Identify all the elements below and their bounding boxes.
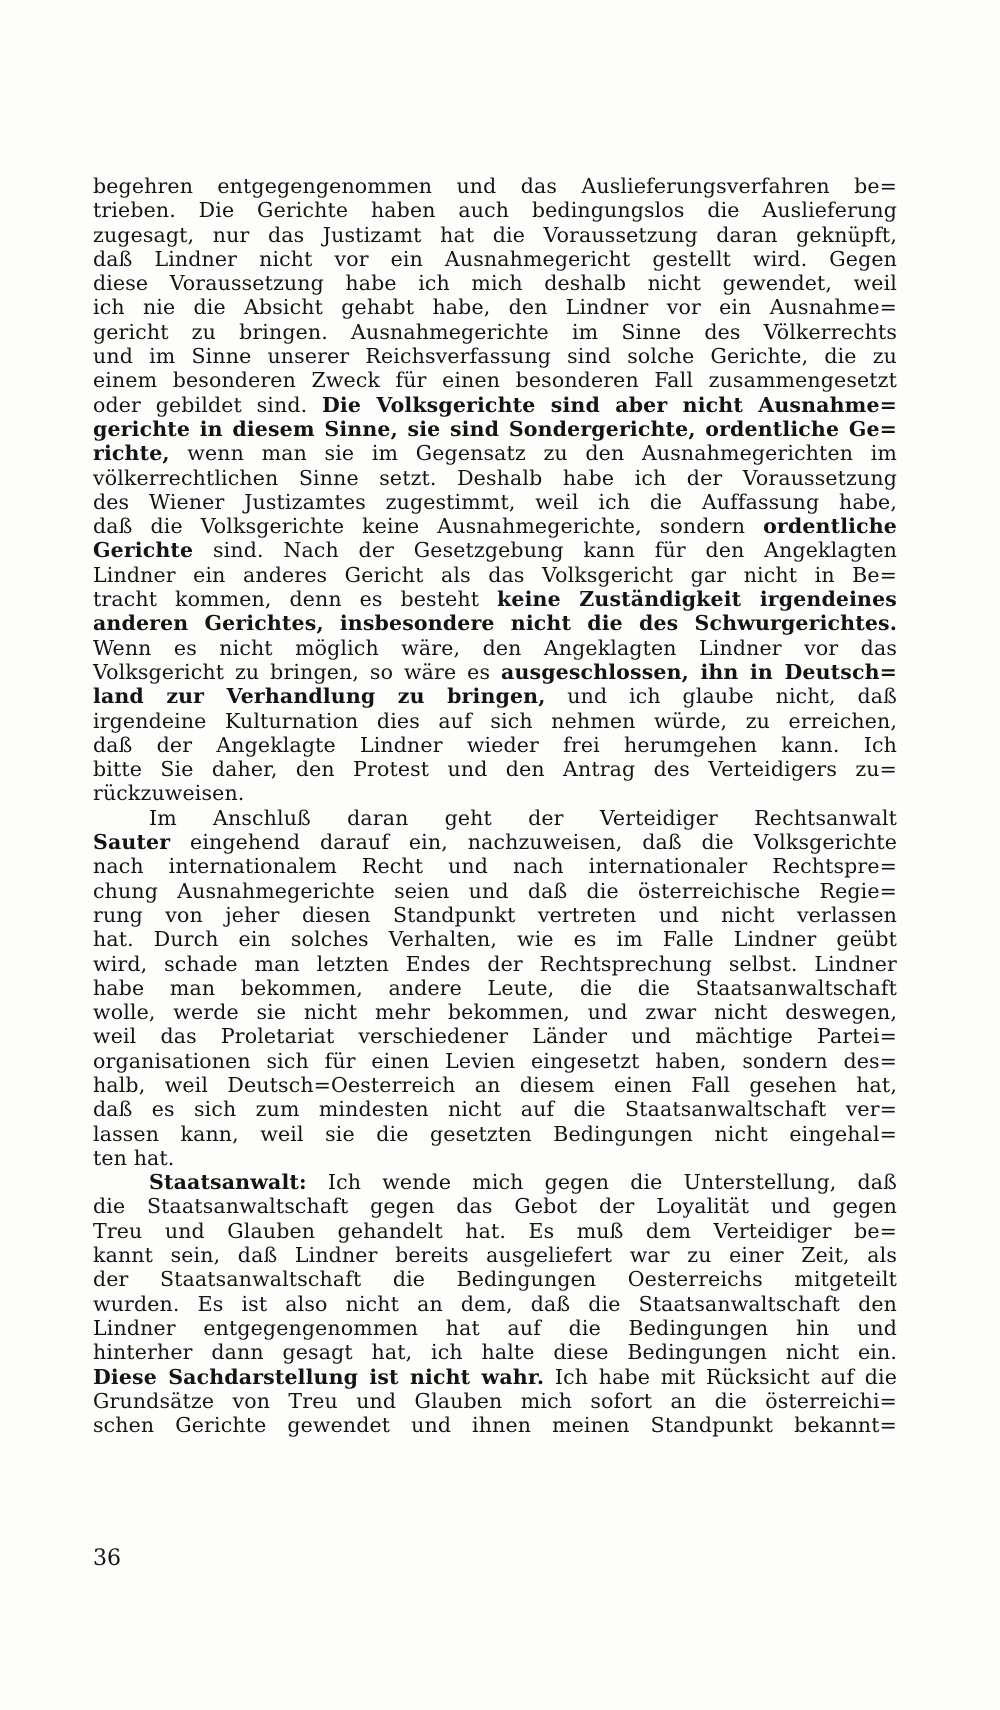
text-run: chung Ausnahmegerichte seien und daß die österreichische Regie= (93, 878, 897, 903)
text-line (93, 879, 897, 903)
text-run: halb, weil Deutsch=Oesterreich an diesem einen Fall gesehen hat, (93, 1072, 897, 1097)
text-run: Volksgericht zu bringen, so wäre es (93, 659, 502, 684)
text-line (93, 1073, 897, 1097)
text-line (93, 538, 897, 562)
text-run: oder gebildet sind. (93, 392, 322, 417)
text-run: völkerrechtlichen Sinne setzt. Deshalb habe ich der Voraussetzung (93, 465, 897, 490)
text-line (93, 1316, 897, 1340)
text-line (93, 1122, 897, 1146)
text-line (93, 1292, 897, 1316)
text-line (93, 636, 897, 660)
text-line (93, 1413, 897, 1437)
text-run: sind. Nach der Gesetzgebung kann für den Angeklagten (193, 538, 897, 563)
text-line (93, 563, 897, 587)
text-run: Lindner ein anderes Gericht als das Volksgericht gar nicht in Be= (93, 562, 897, 587)
text-line (93, 393, 897, 417)
text-run: lassen kann, weil sie die gesetzten Bedingungen nicht eingehal= (93, 1121, 897, 1146)
text-line (93, 903, 897, 927)
text-line (93, 271, 897, 295)
text-run: daß die Volksgerichte keine Ausnahmegerichte, sondern (93, 514, 764, 539)
bold-text-run: Diese Sachdarstellung ist nicht wahr. (93, 1364, 545, 1389)
text-run: wolle, werde sie nicht mehr bekommen, und zwar nicht deswegen, (93, 1000, 897, 1025)
text-run: Ich habe mit Rücksicht auf die (544, 1364, 897, 1389)
text-line (93, 1049, 897, 1073)
text-run: Grundsätze von Treu und Glauben mich sofort an die österreichi= (93, 1388, 897, 1413)
page-body-text (93, 174, 897, 1437)
text-run: Im Anschluß daran geht der Verteidiger Rechtsanwalt (149, 805, 897, 830)
text-line (93, 781, 897, 805)
text-line (93, 441, 897, 465)
text-run: wird, schade man letzten Endes der Rechtsprechung selbst. Lindner (93, 951, 897, 976)
bold-text-run: land zur Verhandlung zu bringen, (93, 684, 546, 709)
text-run: habe man bekommen, andere Leute, die die Staatsanwaltschaft (93, 975, 897, 1000)
page-number: 36 (93, 1546, 121, 1571)
bold-text-run: Gerichte (93, 538, 194, 563)
text-line (93, 1097, 897, 1121)
text-line (93, 709, 897, 733)
text-run: schen Gerichte gewendet und ihnen meinen Standpunkt bekannt= (93, 1413, 897, 1438)
text-run: begehren entgegengenommen und das Auslieferungsverfahren be= (93, 174, 897, 198)
text-run: Wenn es nicht möglich wäre, den Angeklagten Lindner vor das (93, 635, 897, 660)
bold-text-run: gerichte in diesem Sinne, sie sind Sondergerichte, ordentliche Ge= (93, 416, 897, 441)
text-run: die Staatsanwaltschaft gegen das Gebot der Loyalität und gegen (93, 1194, 897, 1219)
text-run: trieben. Die Gerichte haben auch bedingungslos die Auslieferung (93, 198, 897, 223)
bold-text-run: Die Volksgerichte sind aber nicht Ausnahme= (322, 392, 897, 417)
text-run: und ich glaube nicht, daß (545, 684, 897, 709)
text-run: daß Lindner nicht vor ein Ausnahmegericht gestellt wird. Gegen (93, 246, 897, 271)
text-line (93, 223, 897, 247)
bold-text-run: richte, (93, 441, 170, 466)
text-line (93, 1340, 897, 1364)
text-line (93, 1243, 897, 1267)
text-line (93, 198, 897, 222)
text-line (93, 587, 897, 611)
text-line (93, 684, 897, 708)
text-run: ich nie die Absicht gehabt habe, den Lindner vor ein Ausnahme= (93, 295, 897, 320)
text-line (93, 1267, 897, 1291)
text-line (93, 320, 897, 344)
bold-text-run: ordentliche (763, 514, 897, 539)
text-line (93, 174, 897, 198)
text-run: wenn man sie im Gegensatz zu den Ausnahmegerichten im (169, 441, 897, 466)
text-line (93, 1365, 897, 1389)
text-run: wurden. Es ist also nicht an dem, daß die Staatsanwaltschaft den (93, 1291, 897, 1316)
text-run: daß der Angeklagte Lindner wieder frei herumgehen kann. Ich (93, 732, 897, 757)
text-line (93, 611, 897, 635)
text-line (93, 295, 897, 319)
text-run: nach internationalem Recht und nach internationaler Rechtspre= (93, 854, 897, 879)
text-line (93, 247, 897, 271)
text-run: Ich wende mich gegen die Unterstellung, daß (306, 1170, 897, 1195)
text-line (93, 1219, 897, 1243)
text-line (93, 490, 897, 514)
text-line (93, 466, 897, 490)
text-line (93, 1389, 897, 1413)
text-run: Lindner entgegengenommen hat auf die Bedingungen hin und (93, 1315, 897, 1340)
bold-text-run: keine Zuständigkeit irgendeines (497, 587, 897, 612)
bold-text-run: Staatsanwalt: (149, 1170, 307, 1195)
text-line (93, 1146, 897, 1170)
text-line (93, 660, 897, 684)
text-run: gericht zu bringen. Ausnahmegerichte im Sinne des Völkerrechts (93, 319, 897, 344)
text-line (93, 830, 897, 854)
text-line (93, 806, 897, 830)
text-line (93, 952, 897, 976)
text-line (93, 1170, 897, 1194)
text-line (93, 757, 897, 781)
text-run: tracht kommen, denn es besteht (93, 587, 498, 612)
bold-text-run: Sauter (93, 830, 171, 855)
text-run: der Staatsanwaltschaft die Bedingungen Oesterreichs mitgeteilt (93, 1267, 897, 1292)
text-run: ten hat. (93, 1145, 175, 1170)
text-run: des Wiener Justizamtes zugestimmt, weil ich die Auffassung habe, (93, 489, 897, 514)
text-line (93, 368, 897, 392)
text-run: Treu und Glauben gehandelt hat. Es muß dem Verteidiger be= (93, 1218, 897, 1243)
text-line (93, 417, 897, 441)
text-line (93, 927, 897, 951)
bold-text-run: ausgeschlossen, ihn in Deutsch= (501, 659, 897, 684)
text-run: rung von jeher diesen Standpunkt vertreten und nicht verlassen (93, 902, 897, 927)
text-run: und im Sinne unserer Reichsverfassung sind solche Gerichte, die zu (93, 344, 897, 369)
text-line (93, 854, 897, 878)
text-run: weil das Proletariat verschiedener Länder und mächtige Partei= (93, 1024, 897, 1049)
text-run: bitte Sie daher, den Protest und den Antrag des Verteidigers zu= (93, 757, 897, 782)
text-run: hat. Durch ein solches Verhalten, wie es im Falle Lindner geübt (93, 927, 897, 952)
text-line (93, 976, 897, 1000)
text-run: diese Voraussetzung habe ich mich deshalb nicht gewendet, weil (93, 271, 897, 296)
text-line (93, 514, 897, 538)
text-run: zugesagt, nur das Justizamt hat die Voraussetzung daran geknüpft, (93, 222, 897, 247)
text-run: kannt sein, daß Lindner bereits ausgeliefert war zu einer Zeit, als (93, 1243, 897, 1268)
text-run: einem besonderen Zweck für einen besonderen Fall zusammengesetzt (93, 368, 897, 393)
text-run: irgendeine Kulturnation dies auf sich nehmen würde, zu erreichen, (93, 708, 897, 733)
text-run: eingehend darauf ein, nachzuweisen, daß die Volksgerichte (170, 830, 897, 855)
text-line (93, 344, 897, 368)
text-run: rückzuweisen. (93, 781, 245, 806)
text-line (93, 1000, 897, 1024)
bold-text-run: anderen Gerichtes, insbesondere nicht die des Schwurgerichtes. (93, 611, 897, 636)
text-run: hinterher dann gesagt hat, ich halte diese Bedingungen nicht ein. (93, 1340, 897, 1365)
text-line (93, 1194, 897, 1218)
text-run: organisationen sich für einen Levien eingesetzt haben, sondern des= (93, 1048, 897, 1073)
text-line (93, 733, 897, 757)
text-line (93, 1024, 897, 1048)
text-run: daß es sich zum mindesten nicht auf die Staatsanwaltschaft ver= (93, 1097, 897, 1122)
